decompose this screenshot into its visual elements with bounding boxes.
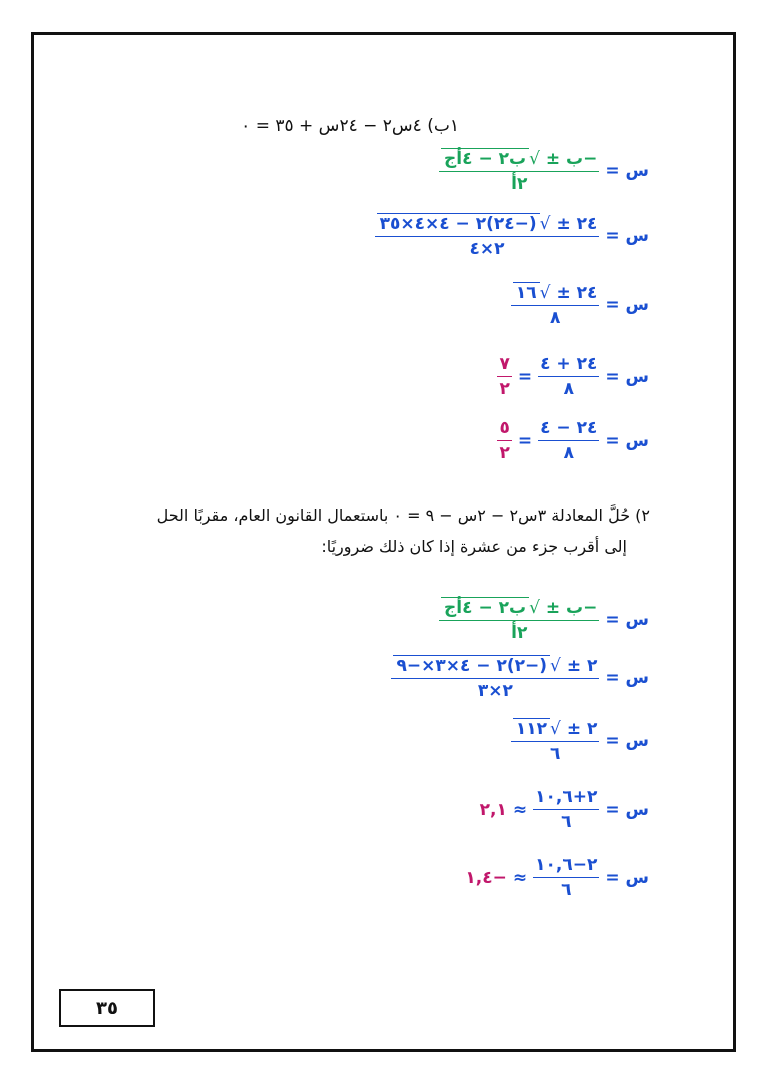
p2-step2-num-a: ٢ ±	[566, 656, 598, 676]
p2-step4-equation	[480, 787, 649, 832]
p1-step4-lhs: س =	[605, 366, 649, 387]
p1-step2-fraction	[375, 213, 600, 259]
sqrt-icon: √	[529, 149, 540, 169]
p1-step4-res-den: ٢	[499, 379, 510, 399]
sqrt-icon: √	[539, 283, 551, 303]
p1-step4-fraction	[538, 354, 599, 399]
sqrt-icon: √	[529, 598, 540, 618]
page-number-box	[59, 989, 155, 1027]
p1-step4-equation	[497, 354, 649, 399]
p1-step5-res-den: ٢	[499, 443, 510, 463]
p1-step2-num-b: (−٢٤)٢ − ٤×٤×٣٥	[377, 213, 540, 234]
p2-step3-den: ٦	[549, 744, 561, 764]
p2-step3-num-a: ٢ ±	[566, 719, 598, 739]
p1-step1-lhs: س =	[605, 161, 649, 181]
p2-step2-equation	[391, 655, 649, 701]
p1-step3-num-b: ١٦	[513, 282, 540, 303]
p1-step3-num-a: ٢٤ ±	[556, 283, 598, 303]
p2-step3-lhs: س =	[605, 731, 649, 751]
p1-step2-num-a: ٢٤ ±	[556, 214, 598, 234]
p1-step1-num-a: −ب ±	[545, 149, 598, 169]
p1-step4-den: ٨	[563, 379, 574, 399]
p1-step1-num-b: ب٢ − ٤أج	[441, 148, 529, 169]
p2-step5-rel: ≈	[512, 867, 528, 888]
p1-step4-res-num: ٧	[497, 354, 511, 377]
p2-step5-result: −١,٤	[465, 867, 507, 888]
p2-step2-lhs: س =	[605, 668, 649, 688]
sqrt-icon: √	[550, 719, 561, 739]
p2-step1-den: ٢أ	[511, 623, 528, 643]
p2-step4-den: ٦	[561, 812, 572, 832]
p1-step5-res-num: ٥	[497, 418, 511, 441]
p2-step5-num: ٢−١٠,٦	[533, 855, 599, 878]
sqrt-icon: √	[550, 656, 561, 676]
p2-step4-lhs: س =	[605, 799, 649, 820]
p1-step5-lhs: س =	[605, 430, 649, 451]
p2-step1-lhs: س =	[605, 610, 649, 630]
p1-step2-den: ٢×٤	[469, 239, 505, 259]
p1-step5-den: ٨	[563, 443, 574, 463]
page-number: ٣٥	[96, 997, 118, 1019]
p1-step3-lhs: س =	[605, 295, 649, 315]
p1-step5-fraction	[538, 418, 599, 463]
p2-step1-num-b: ب٢ − ٤أج	[441, 597, 529, 618]
p2-step5-den: ٦	[561, 880, 572, 900]
p2-step5-lhs: س =	[605, 867, 649, 888]
p1-step5-result	[497, 418, 511, 463]
p1-step2-lhs: س =	[605, 226, 649, 246]
problem-2-line1: ٢) حُلَّ المعادلة ٣س٢ − ٢س − ٩ = ٠ باستعمال القانون العام، مقربًا الحل	[156, 506, 650, 525]
p1-step4-result	[497, 354, 511, 399]
p2-step1-equation	[439, 597, 649, 643]
p1-step5-equation	[497, 418, 649, 463]
p2-step4-num: ٢+١٠,٦	[533, 787, 599, 810]
p1-step5-rel: =	[517, 430, 533, 451]
p2-step2-den: ٢×٣	[477, 681, 513, 701]
p1-step3-equation	[511, 282, 649, 328]
p2-step5-fraction	[533, 855, 599, 900]
p2-step2-num-b: (−٢)٢ − ٤×٣×−٩	[393, 655, 550, 676]
p1-step1-equation	[439, 148, 649, 194]
p1-step3-fraction	[511, 282, 599, 328]
p2-step3-fraction	[511, 718, 599, 764]
problem-2-line2: إلى أقرب جزء من عشرة إذا كان ذلك ضروريًا:	[321, 537, 627, 556]
p2-step5-equation	[465, 855, 649, 900]
p1-step1-fraction	[439, 148, 599, 194]
p2-step3-num-b: ١١٢	[513, 718, 550, 739]
p2-step4-rel: ≈	[512, 799, 528, 820]
p2-step4-result: ٢,١	[479, 799, 507, 820]
p1-step2-equation	[375, 213, 649, 259]
p1-step5-num: ٢٤ − ٤	[538, 418, 599, 441]
p2-step3-equation	[511, 718, 649, 764]
p2-step4-fraction	[533, 787, 599, 832]
p1-step4-num: ٢٤ + ٤	[538, 354, 599, 377]
sqrt-icon: √	[539, 214, 551, 234]
p1-step3-den: ٨	[549, 308, 561, 328]
p2-step1-num-a: −ب ±	[545, 598, 598, 618]
p2-step1-fraction	[439, 597, 599, 643]
p2-step2-fraction	[391, 655, 599, 701]
p1-step1-den: ٢أ	[511, 174, 528, 194]
problem-1b-header: ١ب) ٤س٢ − ٢٤س + ٣٥ = ٠	[241, 116, 459, 136]
p1-step4-rel: =	[517, 366, 533, 387]
